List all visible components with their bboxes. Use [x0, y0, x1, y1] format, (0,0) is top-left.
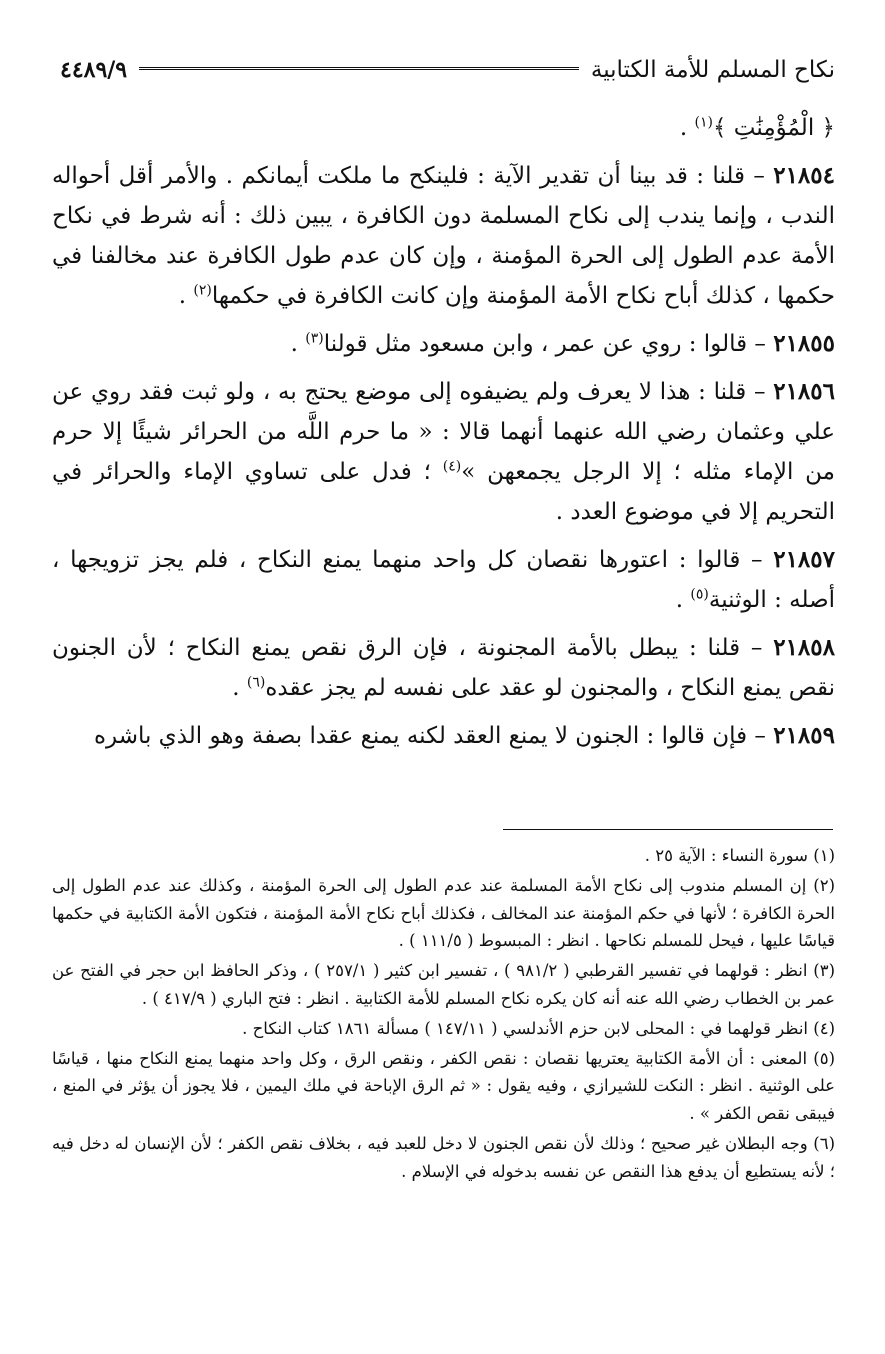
- page-number: ٤٤٨٩/٩: [60, 57, 128, 83]
- paragraph: [52, 716, 835, 756]
- footnote: (٥) المعنى : أن الأمة الكتابية يعتريها نقصان : نقص الكفر ، ونقص الرق ، وكل واحد منهما يمنع النكاح منها ، قياسًا على الوثنية . انظر : النكت للشيرازي ، وفيه يقول : « ثم الرق الإباحة في ملك اليمين ، فلا يجوز أن يؤثر في المنع ، فيبقى نقص الكفر » .: [52, 1048, 835, 1124]
- paragraph-tail: .: [232, 675, 247, 701]
- paragraph-text: – قلنا : قد بينا أن تقدير الآية : فلينكح ما ملكت أيمانكم . والأمر أقل أحواله الندب ، وإنما يندب إلى نكاح المسلمة دون الكافرة ، يبين ذلك : أنه شرط في نكاح الأمة عدم الطول إلى الحرة المؤمنة ، وإن كان عدم طول الكافرة عند مخالفنا في حكمها ، كذلك أباح نكاح الأمة المؤمنة وإن كانت الكافرة في حكمها: [52, 163, 835, 309]
- footnotes: [52, 842, 835, 1188]
- paragraph-text: – قالوا : روي عن عمر ، وابن مسعود مثل قولنا: [323, 331, 774, 357]
- footnote: (٤) انظر قولهما في : المحلى لابن حزم الأندلسي ( ١٤٧/١١ ) مسألة ١٨٦١ كتاب النكاح .: [242, 1018, 835, 1038]
- book-title: نكاح المسلم للأمة الكتابية: [590, 57, 835, 83]
- paragraph-tail: ؛ فدل على تساوي الإماء والحرائر في التحريم إلا في موضوع العدد .: [52, 459, 835, 525]
- running-header: [60, 50, 835, 90]
- footnote-ref: (٦): [246, 674, 266, 691]
- paragraph-tail: .: [679, 115, 695, 141]
- issue-number: ٢١٨٥٩: [773, 722, 835, 749]
- paragraph: [52, 628, 835, 708]
- footnote-ref: (٥): [690, 586, 709, 603]
- paragraph-tail: .: [178, 283, 194, 309]
- paragraph: [52, 324, 835, 364]
- footnote-ref: (١): [694, 114, 713, 131]
- issue-number: ٢١٨٥٥: [773, 330, 835, 357]
- paragraph-text: – قالوا : اعتورها نقصان كل واحد منهما يمنع النكاح ، فلم يجز تزويجها ، أصله : الوثنية: [52, 547, 835, 613]
- paragraph-text: – قلنا : يبطل بالأمة المجنونة ، فإن الرق نقص يمنع النكاح ؛ لأن الجنون نقص يمنع النكاح ، والمجنون لو عقد على نفسه لم يجز عقده: [52, 635, 835, 701]
- footnote: (٣) انظر : قولهما في تفسير القرطبي ( ٩٨١/٢ ) ، تفسير ابن كثير ( ٢٥٧/١ ) ، وذكر الحافظ ابن حجر في الفتح عن عمر بن الخطاب رضي الله عنه أنه كان يكره نكاح المسلم للأمة الكتابية . انظر : فتح الباري ( ٤١٧/٩ ) .: [52, 961, 836, 1008]
- issue-number: ٢١٨٥٨: [773, 634, 835, 661]
- footnote-ref: (٢): [193, 282, 212, 299]
- paragraph-text: – قلنا : هذا لا يعرف ولم يضيفوه إلى موضع يحتج به ، ولو ثبت فقد روي عن علي وعثمان رضي الله عنهما أنهما قالا : « ما حرم اللَّه من الحرائر شيئًا إلا حرم من الإماء مثله ؛ إلا الرجل يجمعهن »: [52, 379, 835, 485]
- paragraph: [52, 540, 835, 620]
- issue-number: ٢١٨٥٤: [773, 162, 835, 189]
- footnote: (١) سورة النساء : الآية ٢٥ .: [644, 846, 835, 865]
- paragraph: [52, 372, 835, 532]
- footnote-divider: [503, 829, 833, 830]
- issue-number: ٢١٨٥٦: [773, 378, 835, 405]
- footnote: (٢) إن المسلم مندوب إلى نكاح الأمة المسلمة عند عدم الطول إلى الحرة المؤمنة ، وكذلك عند عدم الطول إلى الحرة الكافرة ؛ لأنها في حكم المؤمنة عند المخالف ، فكذلك أباح نكاح الأمة المؤمنة ، فتكون الأمة الكتابية في حكمها قياسًا عليها ، فيحل للمسلم نكاحها . انظر : المبسوط ( ١١١/٥ ) .: [52, 875, 835, 951]
- issue-number: ٢١٨٥٧: [773, 546, 835, 573]
- paragraph-tail: .: [290, 331, 306, 357]
- paragraph-text: – فإن قالوا : الجنون لا يمنع العقد لكنه يمنع عقدا بصفة وهو الذي باشره: [93, 723, 774, 749]
- footnote-ref: (٤): [442, 458, 462, 475]
- paragraph: [52, 108, 835, 148]
- paragraph-tail: .: [675, 587, 691, 613]
- footnote-ref: (٣): [305, 330, 324, 347]
- paragraph-text: ﴿ الْمُؤْمِنَٰتِ ﴾: [713, 115, 835, 141]
- paragraph: [52, 156, 835, 316]
- footnote: (٦) وجه البطلان غير صحيح ؛ وذلك لأن نقص الجنون لا دخل للعبد فيه ، بخلاف نقص الكفر ؛ لأن الإنسان له دخل فيه ؛ لأنه يستطيع أن يدفع هذا النقص عن نفسه بدخوله في الإسلام .: [52, 1133, 835, 1181]
- main-text: [52, 108, 835, 764]
- header-rule: [139, 67, 579, 73]
